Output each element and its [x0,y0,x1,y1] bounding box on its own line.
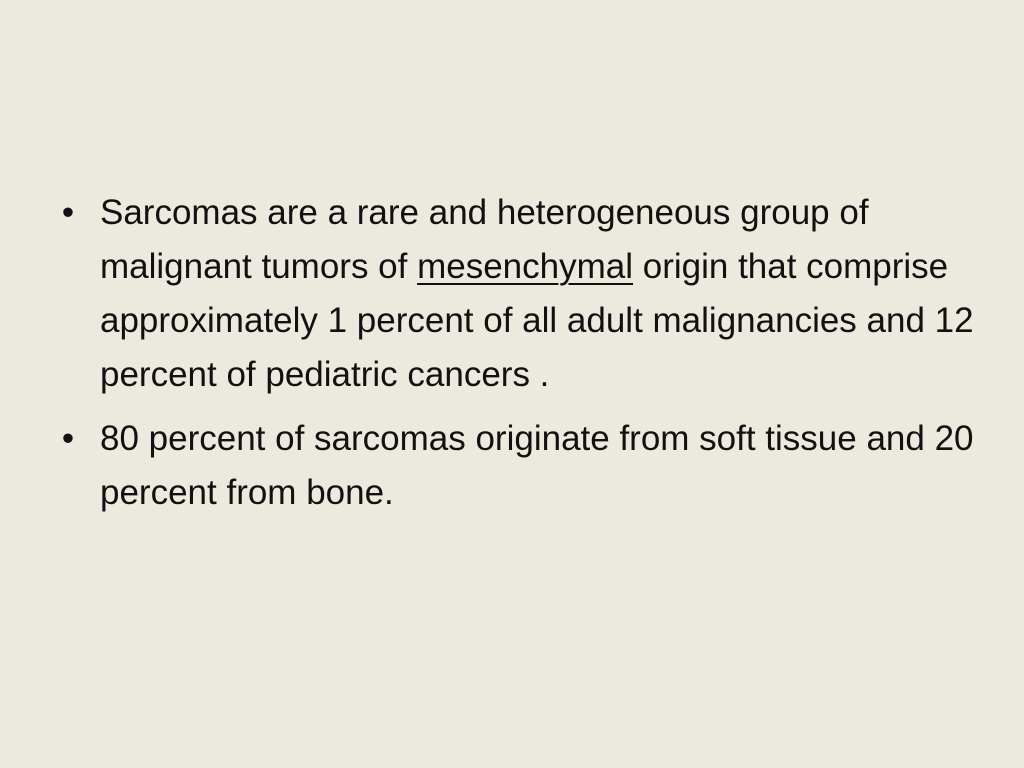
mesenchymal-term: mesenchymal [417,247,634,286]
bullet-item-sarcoma-origin [56,412,986,520]
bullet-text: 80 percent of sarcomas originate from soft tissue and 20 percent from bone. [100,419,974,512]
bullet-text-start: Sarcomas are a rare and heterogeneous group of malignant tumors of [100,193,869,286]
bullet-icon: • [61,193,75,232]
bullet-icon: • [61,419,75,458]
slide-body [56,186,986,530]
bullet-item-sarcoma-definition [56,186,986,402]
bullet-list [56,186,986,520]
bullet-text-end: origin that comprise approximately 1 percent of all adult malignancies and 12 percent of pediatric cancers . [100,247,974,394]
